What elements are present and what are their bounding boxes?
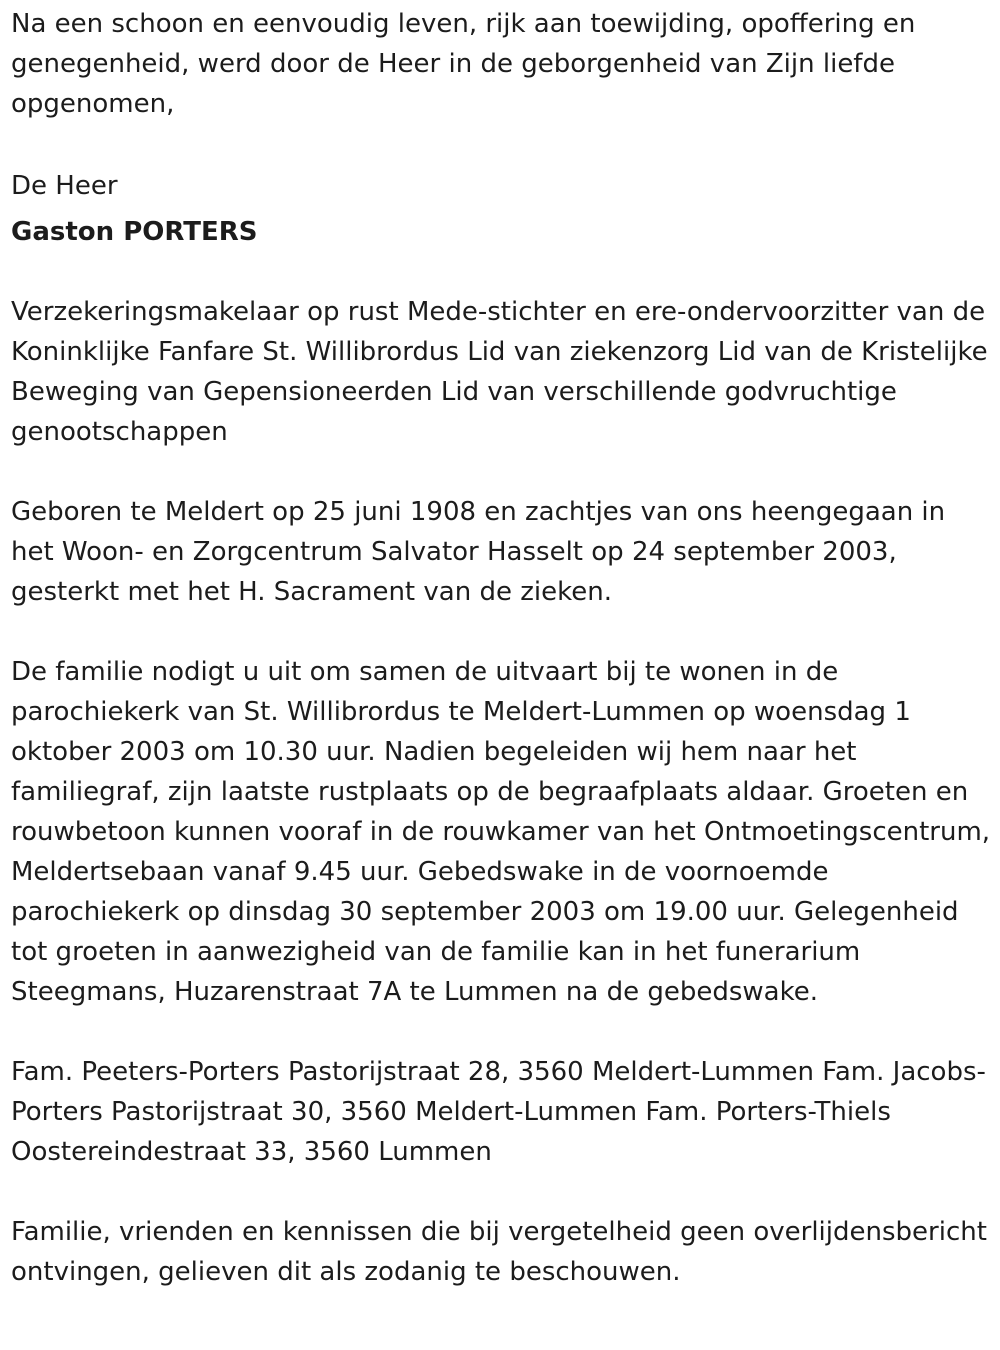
spacer (11, 124, 996, 164)
spacer (11, 252, 996, 292)
birth-death-paragraph: Geboren te Meldert op 25 juni 1908 en zachtjes van ons heengegaan in het Woon- en Zorgcentrum Salvator Hasselt op 24 september 2003, gesterkt met het H. Sacrament van de zieken. (11, 497, 946, 607)
spacer (11, 612, 996, 652)
spacer (11, 1012, 996, 1052)
roles-paragraph: Verzekeringsmakelaar op rust Mede-stichter en ere-ondervoorzitter van de Koninklijke Fanfare St. Willibrordus Lid van ziekenzorg Lid van de Kristelijke Beweging van Gepensioneerden Lid van verschillende godvruchtige genootschappen (11, 297, 988, 447)
intro-paragraph: Na een schoon en eenvoudig leven, rijk aan toewijding, opoffering en genegenheid, werd door de Heer in de geborgenheid van Zijn liefde opgenomen, (11, 9, 916, 119)
closing-paragraph: Familie, vrienden en kennissen die bij vergetelheid geen overlijdensbericht ontvingen, gelieven dit als zodanig te beschouwen. (11, 1217, 987, 1287)
title-label: De Heer (11, 171, 118, 201)
funeral-paragraph: De familie nodigt u uit om samen de uitvaart bij te wonen in de parochiekerk van St. Willibrordus te Meldert-Lummen op woensdag 1 oktober 2003 om 10.30 uur. Nadien begeleiden wij hem naar het familiegraf, zijn laatste rustplaats op de begraafplaats aldaar. Groeten en rouwbetoon kunnen vooraf in de rouwkamer van het Ontmoetingscentrum, Meldertsebaan vanaf 9.45 uur. Gebedswake in de voornoemde parochiekerk op dinsdag 30 september 2003 om 19.00 uur. Gelegenheid tot groeten in aanwezigheid van de familie kan in het funerarium Steegmans, Huzarenstraat 7A te Lummen na de gebedswake. (11, 657, 991, 1007)
obituary-document (11, 4, 996, 1292)
family-paragraph: Fam. Peeters-Porters Pastorijstraat 28, 3560 Meldert-Lummen Fam. Jacobs-Porters Pastorijstraat 30, 3560 Meldert-Lummen Fam. Porters-Thiels Oostereindestraat 33, 3560 Lummen (11, 1057, 986, 1167)
spacer (11, 452, 996, 492)
spacer (11, 1172, 996, 1212)
deceased-name: Gaston PORTERS (11, 217, 258, 247)
